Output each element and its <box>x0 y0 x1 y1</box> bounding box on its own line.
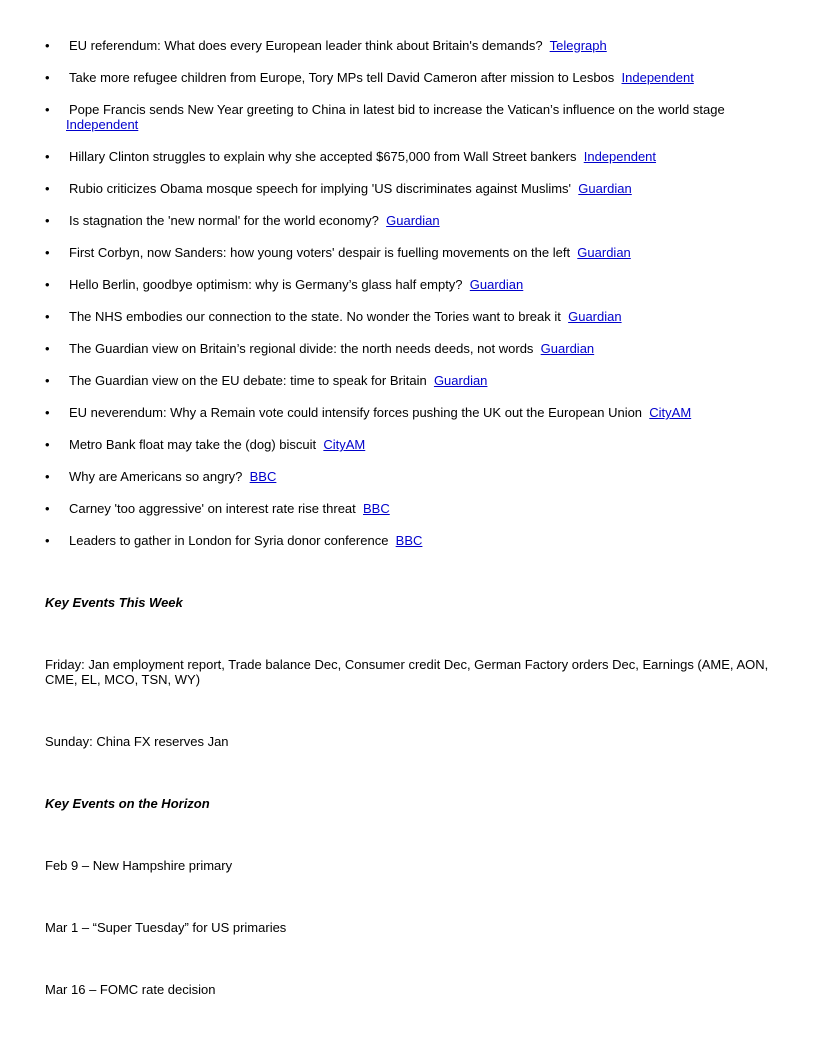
bullet: • <box>45 373 50 388</box>
source-link-guardian[interactable]: Guardian <box>386 213 440 228</box>
headline: Is stagnation the 'new normal' for the world economy? <box>69 213 379 228</box>
list-item <box>45 213 775 228</box>
horizon-item: Mar 16 – FOMC rate decision <box>45 982 216 997</box>
source-link-guardian[interactable]: Guardian <box>568 309 622 324</box>
list-item <box>45 102 775 132</box>
headline: The Guardian view on the EU debate: time to speak for Britain <box>69 373 427 388</box>
source-link-bbc[interactable]: BBC <box>363 501 390 516</box>
source-link-independent[interactable]: Independent <box>621 70 694 85</box>
headline: The Guardian view on Britain’s regional divide: the north needs deeds, not words <box>69 341 534 356</box>
horizon-item: Feb 9 – New Hampshire primary <box>45 858 233 873</box>
bullet: • <box>45 70 50 85</box>
list-item <box>45 501 775 516</box>
bullet: • <box>45 102 50 117</box>
bullet: • <box>45 341 50 356</box>
section-heading-horizon: Key Events on the Horizon <box>45 796 210 811</box>
list-item <box>45 533 775 548</box>
section-heading-this-week: Key Events This Week <box>45 595 183 610</box>
news-list <box>45 38 775 565</box>
headline: EU referendum: What does every European leader think about Britain's demands? <box>69 38 543 53</box>
list-item <box>45 373 775 388</box>
headline: Pope Francis sends New Year greeting to China in latest bid to increase the Vatican’s influence on the world stage <box>69 102 725 117</box>
list-item <box>45 469 775 484</box>
event-friday: Friday: Jan employment report, Trade balance Dec, Consumer credit Dec, German Factory orders Dec, Earnings (AME, AON, CME, EL, MCO, TSN, WY) <box>45 657 769 687</box>
list-item <box>45 309 775 324</box>
source-link-guardian[interactable]: Guardian <box>577 245 631 260</box>
list-item <box>45 149 775 164</box>
list-item <box>45 277 775 292</box>
list-item <box>45 38 775 53</box>
headline: First Corbyn, now Sanders: how young voters' despair is fuelling movements on the left <box>69 245 571 260</box>
bullet: • <box>45 309 50 324</box>
bullet: • <box>45 213 50 228</box>
list-item <box>45 70 775 85</box>
event-sunday: Sunday: China FX reserves Jan <box>45 734 229 749</box>
headline: Carney 'too aggressive' on interest rate rise threat <box>69 501 356 516</box>
source-link-independent[interactable]: Independent <box>66 117 139 132</box>
bullet: • <box>45 245 50 260</box>
headline: Rubio criticizes Obama mosque speech for implying 'US discriminates against Muslims' <box>69 181 572 196</box>
list-item <box>45 245 775 260</box>
bullet: • <box>45 501 50 516</box>
source-link-guardian[interactable]: Guardian <box>578 181 632 196</box>
bullet: • <box>45 469 50 484</box>
headline: Leaders to gather in London for Syria donor conference <box>69 533 389 548</box>
source-link-guardian[interactable]: Guardian <box>469 277 524 292</box>
source-link-independent[interactable]: Independent <box>583 149 657 164</box>
bullet: • <box>45 533 50 548</box>
list-item <box>45 405 775 420</box>
list-item <box>45 437 775 452</box>
source-link-bbc[interactable]: BBC <box>395 533 423 548</box>
headline: EU neverendum: Why a Remain vote could intensify forces pushing the UK out the European Union <box>69 405 643 420</box>
bullet: • <box>45 437 50 452</box>
source-link-bbc[interactable]: BBC <box>249 469 277 484</box>
bullet: • <box>45 405 50 420</box>
bullet: • <box>45 277 50 292</box>
headline: Take more refugee children from Europe, Tory MPs tell David Cameron after mission to Lesbos <box>69 70 615 85</box>
bullet: • <box>45 149 50 164</box>
headline: Hello Berlin, goodbye optimism: why is Germany’s glass half empty? <box>69 277 463 292</box>
bullet: • <box>45 38 50 53</box>
list-item <box>45 341 775 356</box>
headline: The NHS embodies our connection to the state. No wonder the Tories want to break it <box>69 309 561 324</box>
source-link-cityam[interactable]: CityAM <box>649 405 692 420</box>
source-link-guardian[interactable]: Guardian <box>540 341 595 356</box>
list-item <box>45 181 775 196</box>
source-link-cityam[interactable]: CityAM <box>323 437 366 452</box>
headline: Why are Americans so angry? <box>69 469 243 484</box>
headline: Metro Bank float may take the (dog) biscuit <box>69 437 317 452</box>
source-link-telegraph[interactable]: Telegraph <box>549 38 607 53</box>
headline: Hillary Clinton struggles to explain why she accepted $675,000 from Wall Street bankers <box>69 149 577 164</box>
horizon-item: Mar 1 – “Super Tuesday” for US primaries <box>45 920 287 935</box>
source-link-guardian[interactable]: Guardian <box>433 373 488 388</box>
bullet: • <box>45 181 50 196</box>
